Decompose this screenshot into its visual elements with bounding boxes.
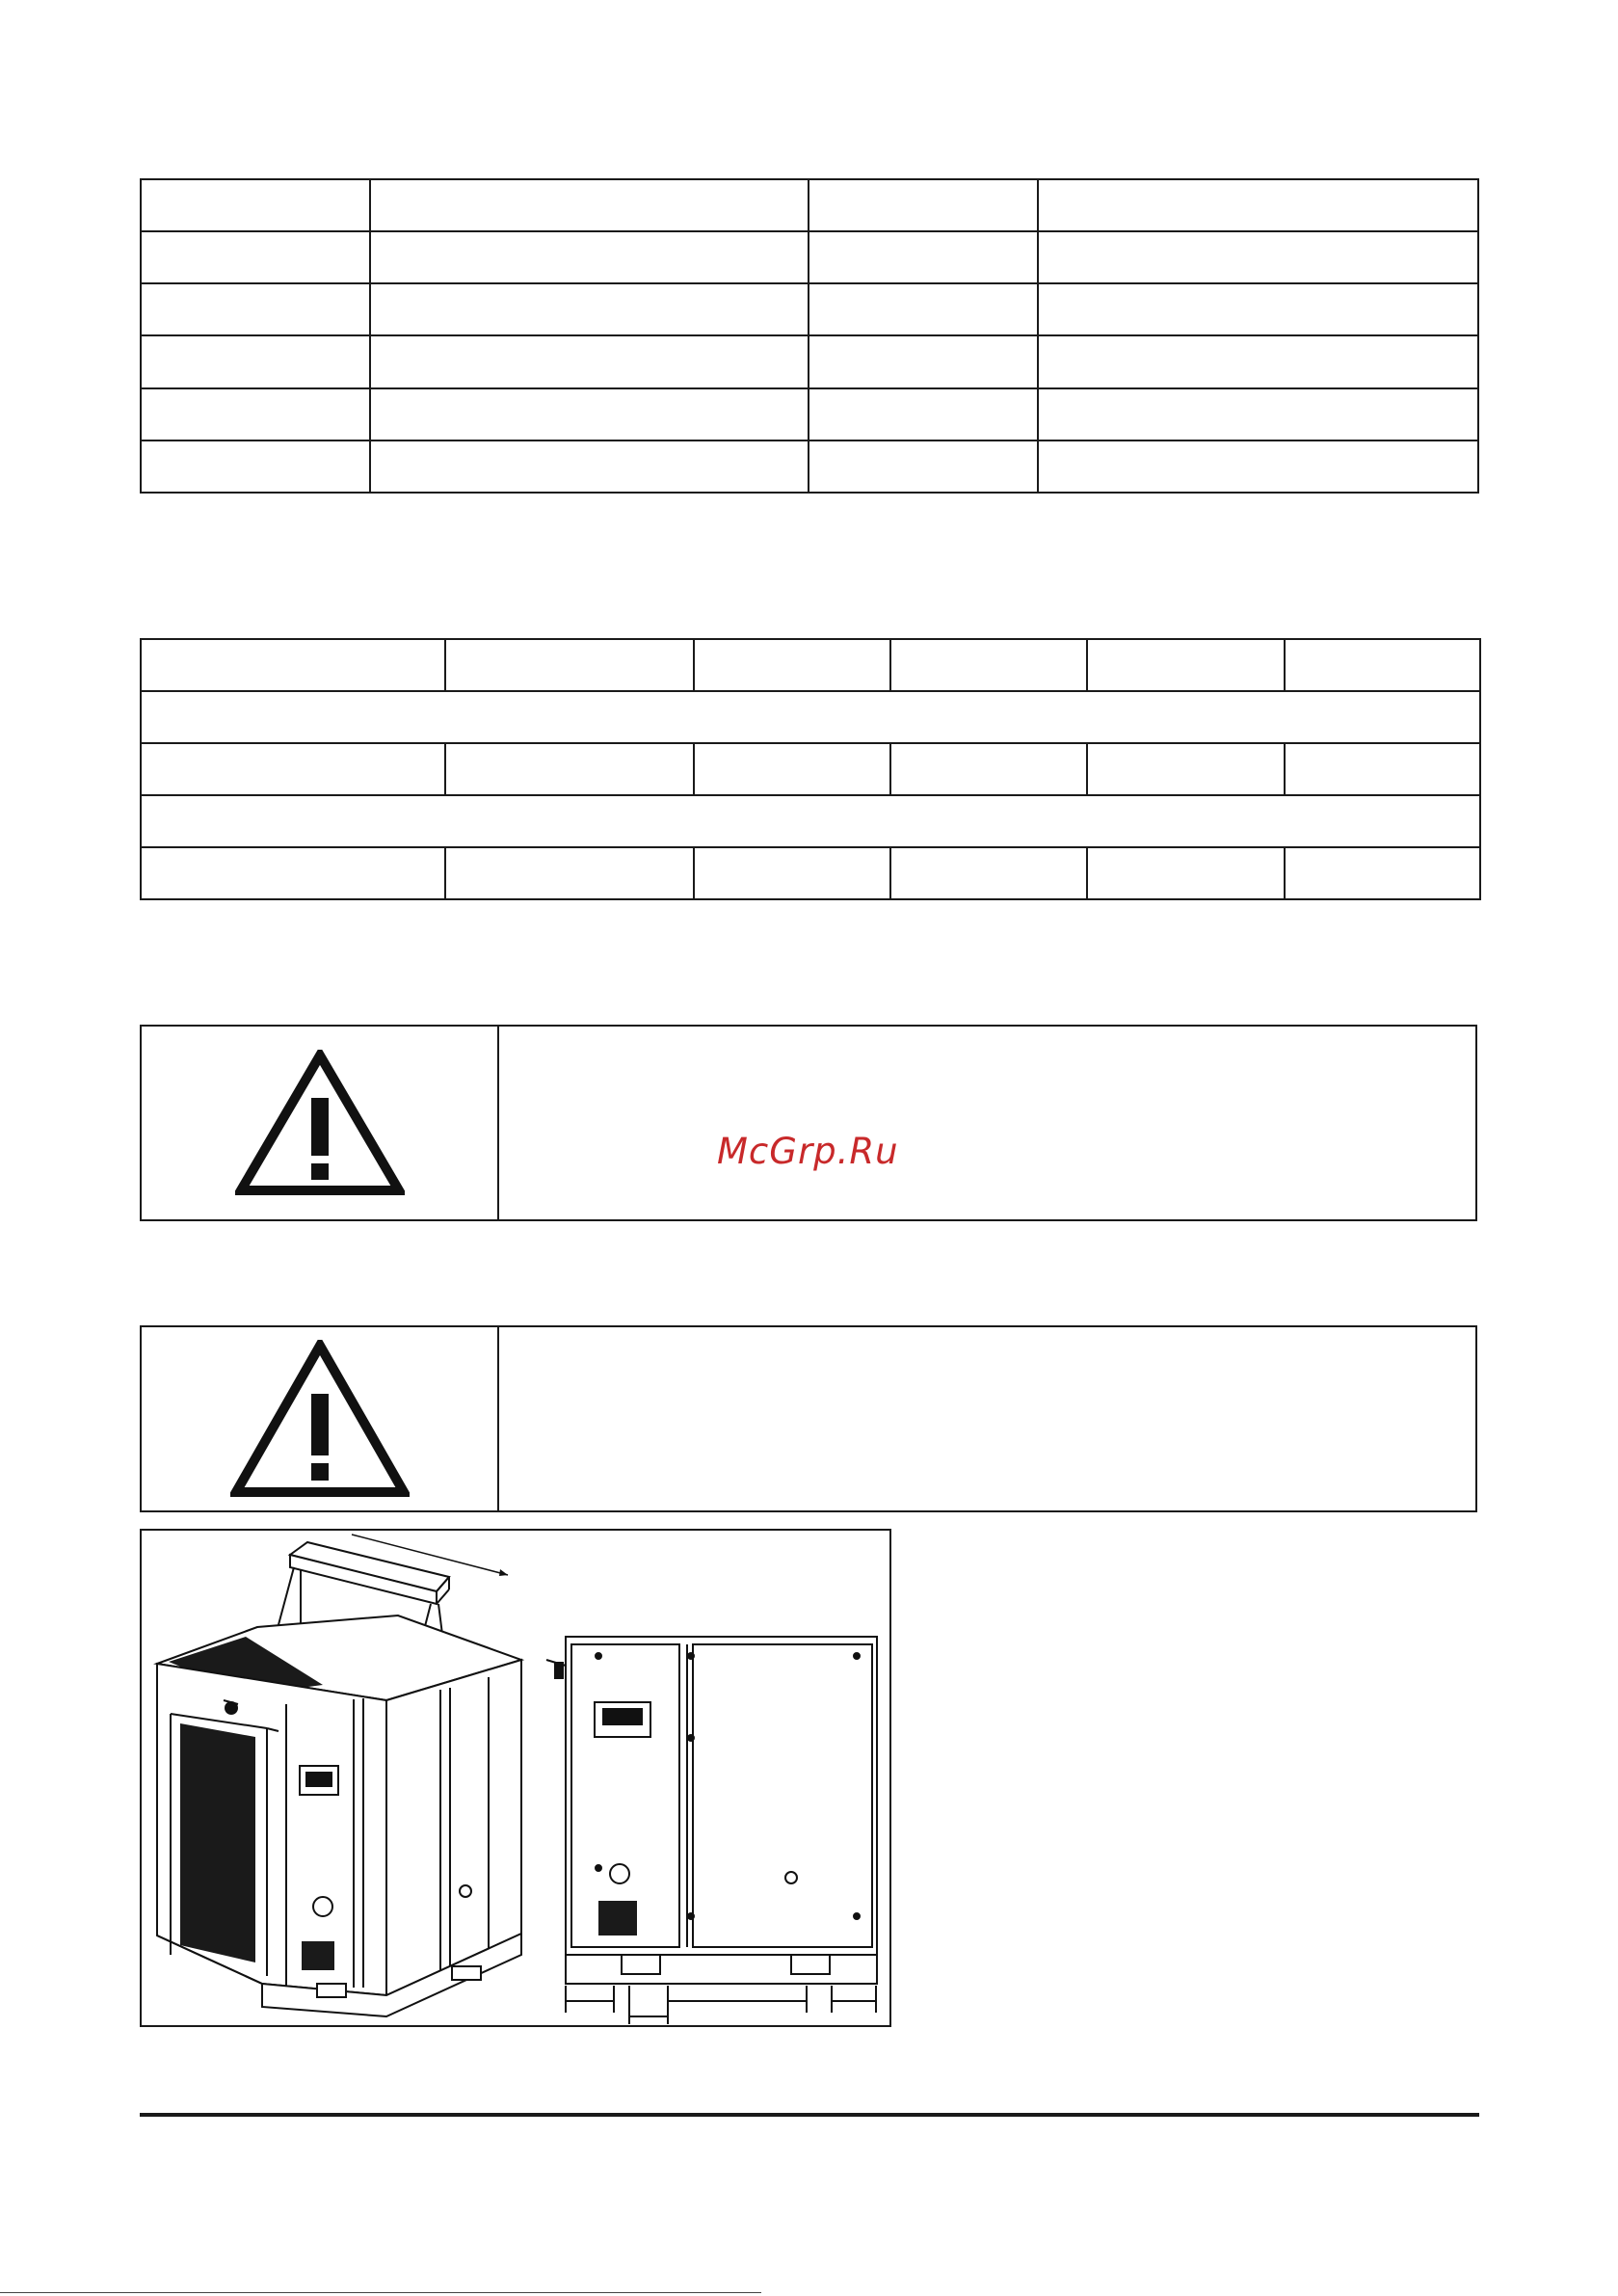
table-row [141,743,1480,795]
page-edge-line [0,2292,761,2293]
warning-triangle-icon [235,1050,405,1196]
warning-triangle-icon [230,1340,410,1498]
spec-table-2 [140,638,1481,900]
warning-text-cell [499,1327,1475,1510]
table-row [141,179,1478,231]
warning-box-2 [140,1325,1477,1512]
warning-box-1 [140,1025,1477,1221]
compressor-icon [546,1637,877,2024]
warning-text-cell [499,1027,1475,1219]
watermark: McGrp.Ru [717,1131,899,1172]
table-row [141,283,1478,335]
table-row [141,691,1480,743]
table-row [141,388,1478,441]
compressor-icon [157,1615,521,2016]
lifting-figure [140,1529,891,2027]
table-row [141,441,1478,493]
table-row [141,335,1478,387]
warning-icon-cell [142,1027,499,1219]
spec-table-1 [140,178,1479,494]
table-row [141,795,1480,847]
footer-rule [140,2113,1479,2117]
table-row [141,639,1480,691]
warning-icon-cell [142,1327,499,1510]
compressor-illustration [142,1531,889,2025]
table-row [141,231,1478,283]
table-row [141,847,1480,899]
